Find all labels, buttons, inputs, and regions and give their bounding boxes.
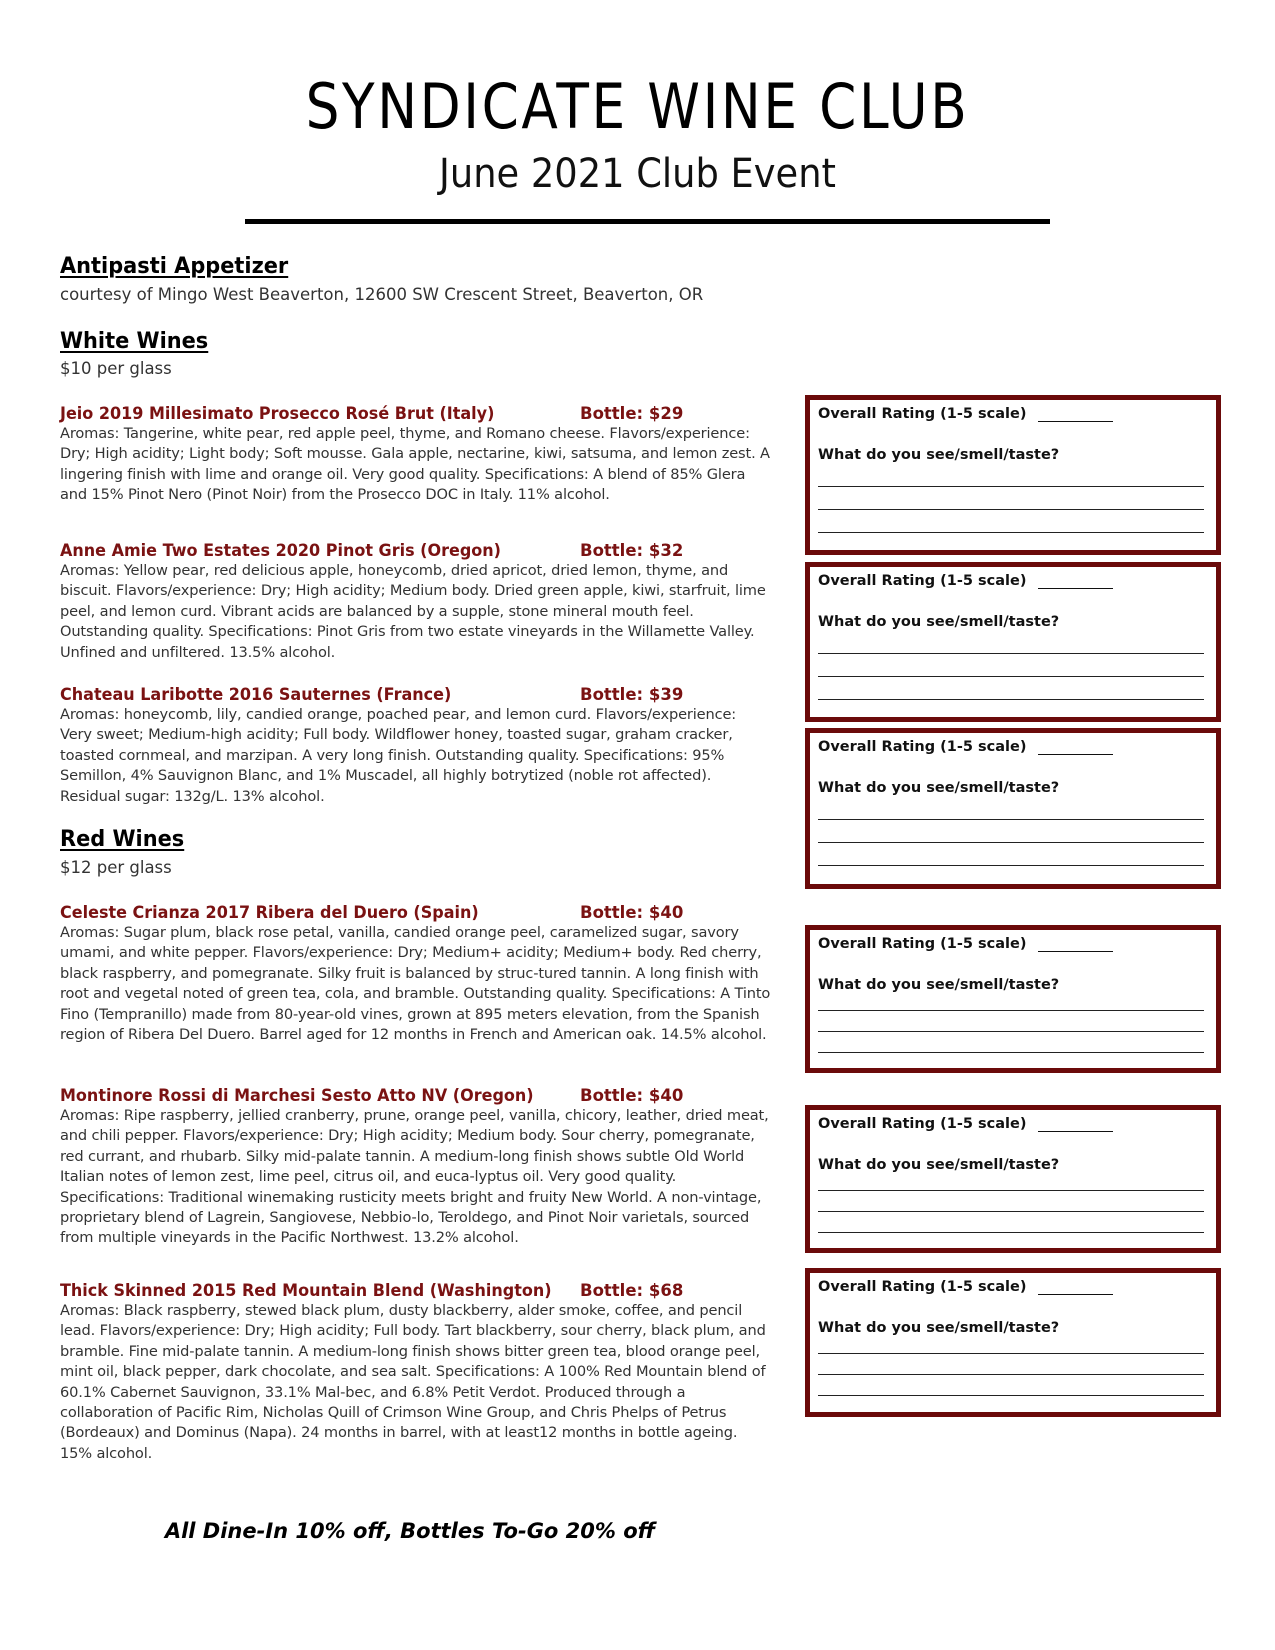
notes-line[interactable] (818, 509, 1204, 510)
rating-input[interactable] (1038, 574, 1113, 589)
rating-card (805, 925, 1221, 1073)
notes-label: What do you see/smell/taste? (818, 977, 1060, 993)
notes-line[interactable] (818, 676, 1204, 677)
notes-line[interactable] (818, 532, 1204, 533)
rating-input[interactable] (1038, 1117, 1113, 1132)
notes-line[interactable] (818, 1190, 1204, 1191)
notes-line[interactable] (818, 865, 1204, 866)
notes-label: What do you see/smell/taste? (818, 1157, 1060, 1173)
notes-line[interactable] (818, 1031, 1204, 1032)
white-wines-heading: White Wines (60, 329, 209, 354)
bottle-price: Bottle: $32 (580, 541, 684, 560)
rating-input[interactable] (1038, 740, 1113, 755)
wine-entry (60, 1280, 780, 1464)
wine-entry (60, 902, 780, 1045)
notes-line[interactable] (818, 1374, 1204, 1375)
wine-description: Aromas: Tangerine, white pear, red apple peel, thyme, and Romano cheese. Flavors/experience: Dry; High acidity; Light body; Soft mousse. Gala apple, nectarine, kiwi, satsuma, and lemon zest. A lingering finish with lime and orange oil. Very good quality. Specifications: A blend of 85% Glera and 15% Pinot Nero (Pinot Noir) from the Prosecco DOC in Italy. 11% alcohol. (60, 425, 770, 504)
event-subtitle: June 2021 Club Event (439, 151, 836, 197)
rating-label: Overall Rating (1-5 scale) (818, 573, 1027, 589)
wine-name: Montinore Rossi di Marchesi Sesto Atto NV (Oregon) (60, 1086, 534, 1105)
wine-entry (60, 684, 780, 807)
notes-line[interactable] (818, 1211, 1204, 1212)
wine-name: Celeste Crianza 2017 Ribera del Duero (Spain) (60, 903, 479, 922)
wine-description: Aromas: Ripe raspberry, jellied cranberry, prune, orange peel, vanilla, chicory, leather, dried meat, and chili pepper. Flavors/experience: Dry; High acidity; Medium body. Sour cherry, pomegranate, red currant, and rhubarb. Silky mid-palate tannin. A medium-long finish shows subtle Old World Italian notes of lemon zest, lime peel, citrus oil, and euca-lyptus oil. Very good quality. Specifications: Traditional winemaking rusticity meets bright and fruity New World. A non-vintage, proprietary blend of Lagrein, Sangiovese, Nebbio-lo, Teroldego, and Pinot Noir varietals, sourced from multiple vineyards in the Pacific Northwest. 13.2% alcohol. (60, 1107, 769, 1247)
wine-name: Thick Skinned 2015 Red Mountain Blend (Washington) (60, 1281, 552, 1300)
wine-entry (60, 1085, 780, 1249)
notes-line[interactable] (818, 1010, 1204, 1011)
wine-entry (60, 540, 780, 663)
rating-label: Overall Rating (1-5 scale) (818, 739, 1027, 755)
appetizer-heading: Antipasti Appetizer (60, 254, 289, 279)
rating-card (805, 1268, 1221, 1417)
notes-line[interactable] (818, 1232, 1204, 1233)
notes-line[interactable] (818, 653, 1204, 654)
notes-line[interactable] (818, 1353, 1204, 1354)
rating-card (805, 1105, 1221, 1253)
wine-description: Aromas: honeycomb, lily, candied orange, poached pear, and lemon curd. Flavors/experience: Very sweet; Medium-high acidity; Full body. Wildflower honey, toasted sugar, graham cracker, toasted cornmeal, and marzipan. A very long finish. Outstanding quality. Specifications: 95% Semillon, 4% Sauvignon Blanc, and 1% Muscadel, all highly botrytized (noble rot affected). Residual sugar: 132g/L. 13% alcohol. (60, 706, 737, 805)
rating-label: Overall Rating (1-5 scale) (818, 1279, 1027, 1295)
notes-line[interactable] (818, 699, 1204, 700)
notes-label: What do you see/smell/taste? (818, 614, 1060, 630)
notes-line[interactable] (818, 486, 1204, 487)
discount-promo: All Dine-In 10% off, Bottles To-Go 20% off (164, 1519, 656, 1543)
rating-input[interactable] (1038, 407, 1113, 422)
wine-description: Aromas: Sugar plum, black rose petal, vanilla, candied orange peel, caramelized sugar, savory umami, and white pepper. Flavors/experience: Dry; Medium+ acidity; Medium+ body. Red cherry, black raspberry, and pomegranate. Silky fruit is balanced by struc-tured tannin. A long finish with root and vegetal noted of green tea, cola, and bramble. Outstanding quality. Specifications: A Tinto Fino (Tempranillo) made from 80-year-old vines, grown at 895 meters elevation, from the Spanish region of Ribera Del Duero. Barrel aged for 12 months in French and American oak. 14.5% alcohol. (60, 924, 771, 1044)
white-wines-glass-price: $10 per glass (60, 359, 172, 378)
bottle-price: Bottle: $29 (580, 404, 684, 423)
rating-label: Overall Rating (1-5 scale) (818, 406, 1027, 422)
bottle-price: Bottle: $40 (580, 903, 684, 922)
rating-label: Overall Rating (1-5 scale) (818, 936, 1027, 952)
appetizer-courtesy: courtesy of Mingo West Beaverton, 12600 SW Crescent Street, Beaverton, OR (60, 285, 704, 304)
notes-line[interactable] (818, 842, 1204, 843)
bottle-price: Bottle: $39 (580, 685, 684, 704)
wine-description: Aromas: Black raspberry, stewed black plum, dusty blackberry, alder smoke, coffee, and pencil lead. Flavors/experience: Dry; High acidity; Full body. Tart blackberry, sour cherry, black plum, and bramble. Fine mid-palate tannin. A medium-long finish shows bitter green tea, blood orange peel, mint oil, black pepper, dark chocolate, and sea salt. Specifications: A 100% Red Mountain blend of 60.1% Cabernet Sauvignon, 33.1% Mal-bec, and 6.8% Petit Verdot. Produced through a collaboration of Pacific Rim, Nicholas Quill of Crimson Wine Group, and Chris Phelps of Petrus (Bordeaux) and Dominus (Napa). 24 months in barrel, with at least12 months in bottle ageing. 15% alcohol. (60, 1302, 766, 1462)
rating-card (805, 728, 1221, 889)
red-wines-glass-price: $12 per glass (60, 858, 172, 877)
wine-description: Aromas: Yellow pear, red delicious apple, honeycomb, dried apricot, dried lemon, thyme, and biscuit. Flavors/experience: Dry; High acidity; Medium body. Dried green apple, kiwi, starfruit, lime peel, and lemon curd. Vibrant acids are balanced by a supple, stone mineral mouth feel. Outstanding quality. Specifications: Pinot Gris from two estate vineyards in the Willamette Valley. Unfined and unfiltered. 13.5% alcohol. (60, 562, 766, 661)
wine-name: Anne Amie Two Estates 2020 Pinot Gris (Oregon) (60, 541, 502, 560)
notes-label: What do you see/smell/taste? (818, 780, 1060, 796)
wine-name: Jeio 2019 Millesimato Prosecco Rosé Brut (Italy) (60, 404, 495, 423)
notes-label: What do you see/smell/taste? (818, 1320, 1060, 1336)
rating-input[interactable] (1038, 1280, 1113, 1295)
wine-name: Chateau Laribotte 2016 Sauternes (France) (60, 685, 452, 704)
club-title: SYNDICATE WINE CLUB (305, 70, 970, 143)
rating-card (805, 562, 1221, 722)
rating-label: Overall Rating (1-5 scale) (818, 1116, 1027, 1132)
bottle-price: Bottle: $68 (580, 1281, 684, 1300)
notes-line[interactable] (818, 1395, 1204, 1396)
notes-line[interactable] (818, 819, 1204, 820)
bottle-price: Bottle: $40 (580, 1086, 684, 1105)
notes-line[interactable] (818, 1052, 1204, 1053)
header-divider (245, 219, 1050, 224)
red-wines-heading: Red Wines (60, 827, 185, 852)
wine-entry (60, 403, 780, 506)
notes-label: What do you see/smell/taste? (818, 447, 1060, 463)
rating-card (805, 395, 1221, 555)
rating-input[interactable] (1038, 937, 1113, 952)
